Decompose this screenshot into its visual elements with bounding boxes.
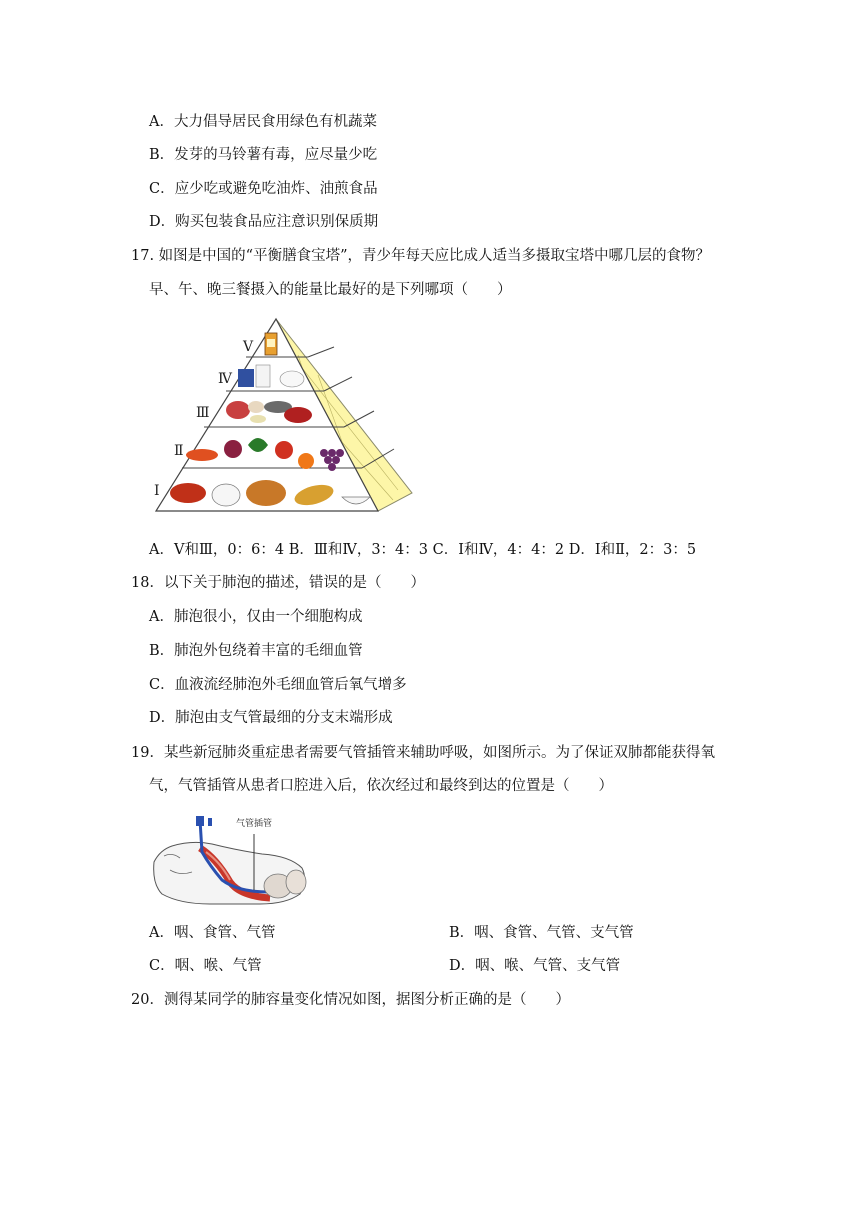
q17-stem-line1: 17. 如图是中国的“平衡膳食宝塔”，青少年每天应比成人适当多摄取宝塔中哪几层的食物？	[131, 248, 710, 264]
q16-option-a: A．大力倡导居民食用绿色有机蔬菜	[149, 114, 377, 130]
intubation-tube-label: 气管插管	[236, 819, 273, 829]
q16-option-c: C．应少吃或避免吃油炸、油煎食品	[149, 181, 378, 197]
q17-options: A．Ⅴ和Ⅲ，0：6：4 B．Ⅲ和Ⅳ，3：4：3 C．Ⅰ和Ⅳ，4：4：2 D．Ⅰ和Ⅱ，2：3：5	[149, 542, 697, 558]
q18-option-b: B．肺泡外包绕着丰富的毛细血管	[149, 643, 363, 659]
q19-option-c: C．咽、喉、气管	[149, 958, 262, 974]
pyramid-label-v: Ⅴ	[243, 339, 254, 355]
q16-option-d: D．购买包装食品应注意识别保质期	[149, 214, 379, 230]
q19-stem-line2: 气，气管插管从患者口腔进入后，依次经过和最终到达的位置是（ ）	[149, 778, 613, 794]
intubation-figure	[150, 812, 315, 906]
pyramid-label-iii: Ⅲ	[196, 405, 210, 421]
q18-stem: 18．以下关于肺泡的描述，错误的是（ ）	[131, 575, 425, 591]
food-pyramid-figure	[148, 315, 418, 517]
pyramid-label-i: Ⅰ	[154, 483, 160, 499]
q19-option-b: B．咽、食管、气管、支气管	[449, 925, 634, 941]
q17-stem-line2: 早、午、晚三餐摄入的能量比最好的是下列哪项（ ）	[149, 282, 512, 298]
pyramid-label-iv: Ⅳ	[218, 371, 232, 387]
q18-option-d: D．肺泡由支气管最细的分支末端形成	[149, 710, 393, 726]
pyramid-label-ii: Ⅱ	[174, 443, 184, 459]
q19-stem-line1: 19．某些新冠肺炎重症患者需要气管插管来辅助呼吸，如图所示。为了保证双肺都能获得氧	[131, 745, 715, 761]
q18-option-a: A．肺泡很小，仅由一个细胞构成	[149, 609, 363, 625]
q20-stem: 20．测得某同学的肺容量变化情况如图，据图分析正确的是（ ）	[131, 992, 570, 1008]
q19-option-a: A．咽、食管、气管	[149, 925, 276, 941]
q16-option-b: B．发芽的马铃薯有毒，应尽量少吃	[149, 147, 378, 163]
q18-option-c: C．血液流经肺泡外毛细血管后氧气增多	[149, 677, 407, 693]
q19-option-d: D．咽、喉、气管、支气管	[449, 958, 621, 974]
